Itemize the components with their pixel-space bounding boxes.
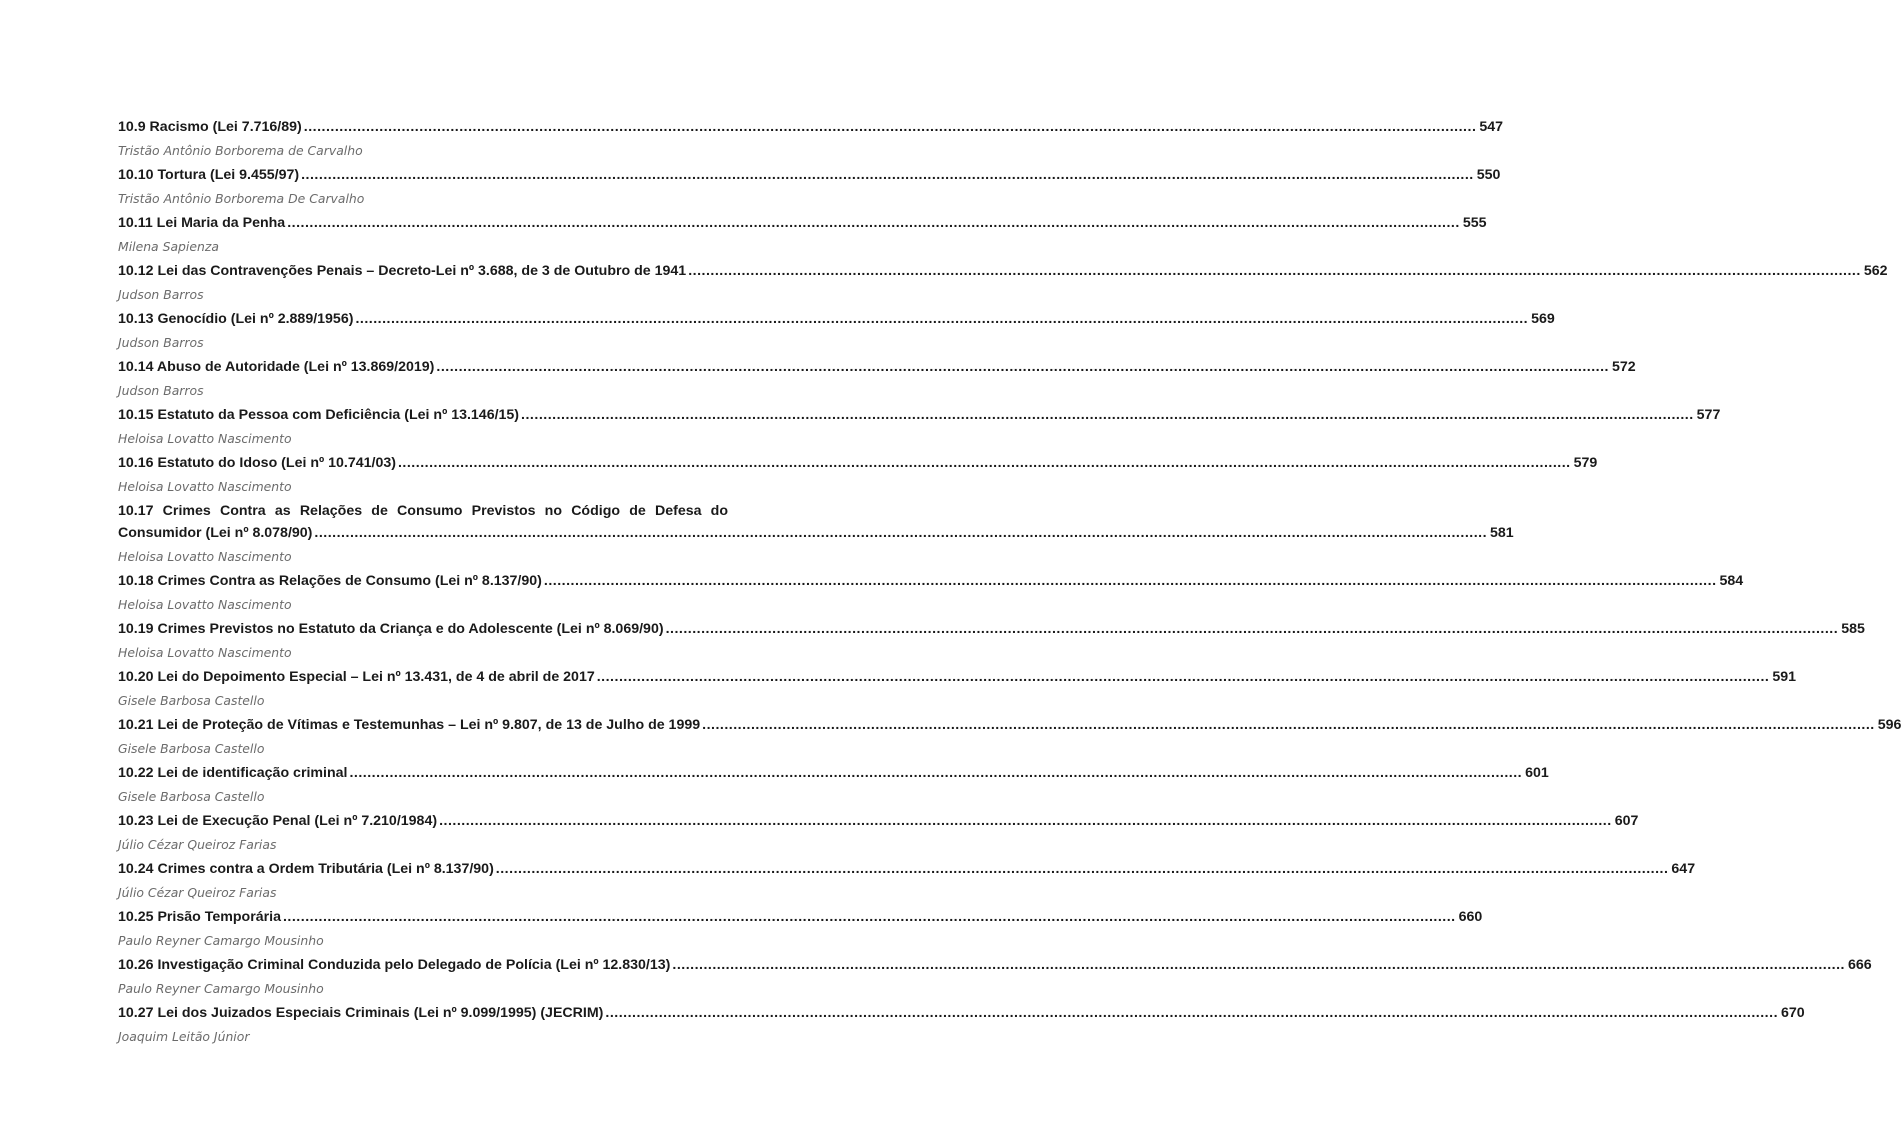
leader-dots	[304, 116, 1477, 138]
toc-title-line[interactable]	[118, 810, 1639, 832]
toc-entry-title: 10.11 Lei Maria da Penha	[118, 215, 286, 231]
toc-entry-title: 10.19 Crimes Previstos no Estatuto da Criança e do Adolescente (Lei nº 8.069/90)	[118, 621, 664, 637]
toc-entry	[118, 570, 1744, 618]
leader-dots	[688, 260, 1861, 282]
leader-dots	[672, 954, 1845, 976]
toc-title-line[interactable]	[118, 452, 1598, 474]
page-number: 577	[1696, 407, 1721, 423]
leader-dots	[287, 212, 1460, 234]
toc-entry-author: Paulo Reyner Camargo Mousinho	[118, 933, 324, 948]
page-number: 550	[1476, 167, 1501, 183]
page-number: 555	[1462, 215, 1487, 231]
page-number: 585	[1841, 621, 1865, 637]
page-number: 584	[1719, 573, 1744, 589]
toc-entry-author: Heloisa Lovatto Nascimento	[118, 645, 292, 660]
toc-entry-author: Paulo Reyner Camargo Mousinho	[118, 981, 324, 996]
toc-entry-author: Heloisa Lovatto Nascimento	[118, 597, 292, 612]
toc-entry	[118, 500, 1514, 570]
page-number: 572	[1612, 359, 1636, 375]
toc-entry-title: 10.22 Lei de identificação criminal	[118, 765, 348, 781]
leader-dots	[398, 452, 1571, 474]
toc-entry-author: Tristão Antônio Borborema De Carvalho	[118, 191, 365, 206]
toc-entry-title: 10.14 Abuso de Autoridade (Lei nº 13.869/2019)	[118, 359, 435, 375]
toc-entry-author: Heloisa Lovatto Nascimento	[118, 479, 292, 494]
toc-entry	[118, 308, 1555, 356]
toc-title-line[interactable]	[118, 356, 1636, 378]
toc-entry-author: Heloisa Lovatto Nascimento	[118, 431, 292, 446]
toc-title-line[interactable]	[118, 570, 1744, 592]
toc-entry	[118, 164, 1501, 212]
toc-entry	[118, 1002, 1805, 1050]
toc-entry-author: Milena Sapienza	[118, 239, 219, 254]
toc-entry-title: 10.27 Lei dos Juizados Especiais Criminais (Lei nº 9.099/1995) (JECRIM)	[118, 1005, 604, 1021]
toc-title-line[interactable]	[118, 954, 1872, 976]
leader-dots	[301, 164, 1474, 186]
toc-entry	[118, 116, 1504, 164]
page-number: 579	[1573, 455, 1598, 471]
toc-entry-author: Tristão Antônio Borborema de Carvalho	[118, 143, 363, 158]
toc-title-line[interactable]	[118, 164, 1501, 186]
page-number: 591	[1772, 669, 1797, 685]
toc-entry-title: 10.16 Estatuto do Idoso (Lei nº 10.741/03)	[118, 455, 396, 471]
leader-dots	[355, 308, 1528, 330]
toc-entry	[118, 954, 1872, 1002]
leader-dots	[605, 1002, 1778, 1024]
toc-entry	[118, 260, 1888, 308]
toc-entry	[118, 356, 1636, 404]
toc-title-line[interactable]	[118, 308, 1555, 330]
page-number: 601	[1525, 765, 1549, 781]
leader-dots	[436, 356, 1609, 378]
page-number: 607	[1614, 813, 1639, 829]
toc-title-line[interactable]	[118, 404, 1721, 426]
toc-entry-author: Gisele Barbosa Castello	[118, 693, 265, 708]
toc-entry-title: 10.20 Lei do Depoimento Especial – Lei nº 13.431, de 4 de abril de 2017	[118, 669, 595, 685]
toc-entry-author: Júlio Cézar Queiroz Farias	[118, 885, 277, 900]
toc-entry-title: 10.26 Investigação Criminal Conduzida pelo Delegado de Polícia (Lei nº 12.830/13)	[118, 957, 671, 973]
leader-dots	[597, 666, 1770, 688]
toc-title-line[interactable]	[118, 212, 1487, 234]
toc-title-line[interactable]	[118, 618, 1865, 640]
toc-title-line[interactable]	[118, 666, 1797, 688]
toc-entry-title: 10.9 Racismo (Lei 7.716/89)	[118, 119, 302, 135]
toc-entry-author: Judson Barros	[118, 335, 204, 350]
toc-entry-author: Júlio Cézar Queiroz Farias	[118, 837, 277, 852]
toc-entry	[118, 452, 1598, 500]
toc-entry-author: Joaquim Leitão Júnior	[118, 1029, 250, 1044]
leader-dots	[521, 404, 1694, 426]
toc-entry	[118, 906, 1483, 954]
toc-entry-title: 10.15 Estatuto da Pessoa com Deficiência (Lei nº 13.146/15)	[118, 407, 520, 423]
page-number: 581	[1490, 525, 1514, 541]
toc-entry-title: 10.10 Tortura (Lei 9.455/97)	[118, 167, 300, 183]
toc-entry	[118, 762, 1549, 810]
toc-entry-author: Heloisa Lovatto Nascimento	[118, 549, 292, 564]
toc-entry-title: Consumidor (Lei nº 8.078/90)	[118, 525, 313, 541]
toc-title-line[interactable]	[118, 260, 1888, 282]
toc-entry-title: 10.25 Prisão Temporária	[118, 909, 281, 925]
toc-entry	[118, 404, 1721, 452]
page-number: 666	[1848, 957, 1872, 973]
toc-entry	[118, 714, 1901, 762]
leader-dots	[666, 618, 1839, 640]
leader-dots	[439, 810, 1612, 832]
leader-dots	[314, 522, 1487, 544]
toc-entry	[118, 666, 1797, 714]
toc-entry-title: 10.12 Lei das Contravenções Penais – Decreto-Lei nº 3.688, de 3 de Outubro de 1941	[118, 263, 687, 279]
page-number: 596	[1877, 717, 1901, 733]
toc-entry	[118, 810, 1639, 858]
toc-title-line[interactable]	[118, 1002, 1805, 1024]
toc-title-line[interactable]	[118, 906, 1483, 928]
page-number: 569	[1531, 311, 1555, 327]
toc-entry-author: Gisele Barbosa Castello	[118, 741, 265, 756]
toc-entry	[118, 858, 1696, 906]
toc-title-line[interactable]	[118, 858, 1696, 880]
toc-entry-author: Gisele Barbosa Castello	[118, 789, 265, 804]
toc-entry-title: 10.18 Crimes Contra as Relações de Consumo (Lei nº 8.137/90)	[118, 573, 542, 589]
page-number: 670	[1781, 1005, 1805, 1021]
leader-dots	[283, 906, 1456, 928]
toc-title-line[interactable]	[118, 762, 1549, 784]
toc-entry-author: Judson Barros	[118, 287, 204, 302]
toc-entry	[118, 212, 1487, 260]
toc-title-line[interactable]	[118, 522, 1514, 544]
leader-dots	[544, 570, 1717, 592]
leader-dots	[702, 714, 1875, 736]
toc-title-line[interactable]	[118, 714, 1901, 736]
toc-entry-title: 10.13 Genocídio (Lei nº 2.889/1956)	[118, 311, 354, 327]
toc-title-line[interactable]	[118, 116, 1504, 138]
toc-entry-title: 10.21 Lei de Proteção de Vítimas e Testemunhas – Lei nº 9.807, de 13 de Julho de 1999	[118, 717, 701, 733]
page-number: 647	[1671, 861, 1696, 877]
toc-entry-title: 10.23 Lei de Execução Penal (Lei nº 7.210/1984)	[118, 813, 438, 829]
page-number: 547	[1479, 119, 1504, 135]
page-number: 660	[1458, 909, 1483, 925]
leader-dots	[349, 762, 1522, 784]
toc-entry-title-first-line[interactable]: 10.17 Crimes Contra as Relações de Consumo Previstos no Código de Defesa do	[118, 503, 728, 519]
table-of-contents	[118, 116, 1901, 1050]
toc-entry	[118, 618, 1865, 666]
leader-dots	[496, 858, 1669, 880]
toc-entry-title: 10.24 Crimes contra a Ordem Tributária (Lei nº 8.137/90)	[118, 861, 494, 877]
page-number: 562	[1863, 263, 1888, 279]
toc-entry-author: Judson Barros	[118, 383, 204, 398]
